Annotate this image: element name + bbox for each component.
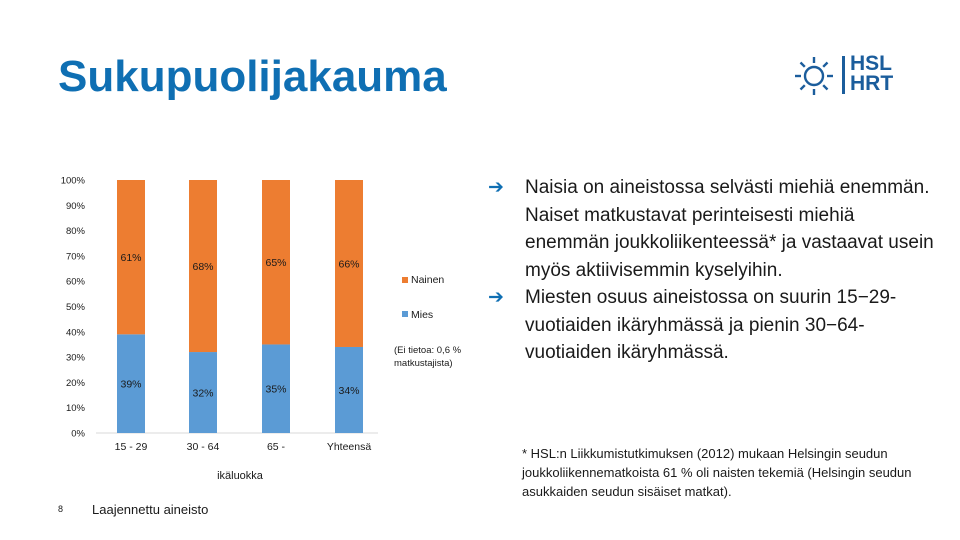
x-tick-label: Yhteensä [326,441,372,453]
data-label-nainen: 66% [338,258,360,271]
bullet-list [488,174,938,367]
page-number: 8 [58,504,64,514]
bullet-item [488,174,938,284]
x-tick-label: 15 - 29 [114,441,148,453]
footnote: * HSL:n Liikkumistutkimuksen (2012) mukaan Helsingin seudun joukkoliikennematkoista 61 % oli naisten tekemiä (Helsingin seudun asukkaiden seudun sisäiset matkat). [522,446,912,499]
y-tick-label: 80% [65,226,85,238]
y-tick-label: 70% [65,251,85,263]
logo-divider [842,56,845,94]
legend-label-nainen: Nainen [411,274,445,286]
legend-note-line1: (Ei tietoa: 0,6 % [394,345,462,356]
data-label-mies: 34% [338,384,360,397]
y-tick-label: 90% [65,200,85,212]
y-tick-label: 100% [60,175,85,187]
y-tick-label: 30% [65,352,85,364]
hsl-logo [792,52,912,100]
x-tick-label: 30 - 64 [186,441,220,453]
x-axis-title: ikäluokka [217,470,263,482]
bullet-text: Miesten osuus aineistossa on suurin 15−29-vuotiaiden ikäryhmässä ja pienin 30−64-vuotiaiden ikäryhmässä. [525,287,897,363]
data-label-nainen: 61% [120,252,142,265]
y-tick-label: 50% [65,302,85,313]
bullet-text: Naisia on aineistossa selvästi miehiä enemmän. Naiset matkustavat perinteisesti miehiä enemmän joukkoliikenteessä* ja vastaavat usein myös aktiivisemmin kyselyihin. [525,177,934,281]
data-label-mies: 32% [192,387,214,400]
hsl-sun-icon [792,54,836,98]
y-tick-label: 20% [65,377,85,389]
arrow-right-icon: ➔ [488,287,504,308]
page-title: Sukupuolijakauma [58,52,447,101]
y-tick-label: 40% [65,327,85,339]
legend-label-mies: Mies [411,309,434,321]
legend-swatch-nainen [402,277,408,283]
y-tick-label: 0% [71,428,85,440]
data-label-nainen: 65% [265,257,287,270]
logo-text-hsl: HSL [850,52,892,75]
y-tick-label: 60% [65,276,85,288]
legend-swatch-mies [402,311,408,317]
arrow-right-icon: ➔ [488,177,504,198]
data-label-nainen: 68% [192,261,214,274]
data-label-mies: 39% [120,378,142,391]
y-tick-label: 10% [65,403,85,415]
gender-distribution-chart [0,160,480,500]
legend-note-line2: matkustajista) [394,358,453,369]
source-note: Laajennettu aineisto [92,502,209,517]
x-tick-label: 65 - [266,441,286,453]
data-label-mies: 35% [265,383,287,396]
bullet-item [488,284,938,367]
logo-text-hrt: HRT [850,72,894,95]
